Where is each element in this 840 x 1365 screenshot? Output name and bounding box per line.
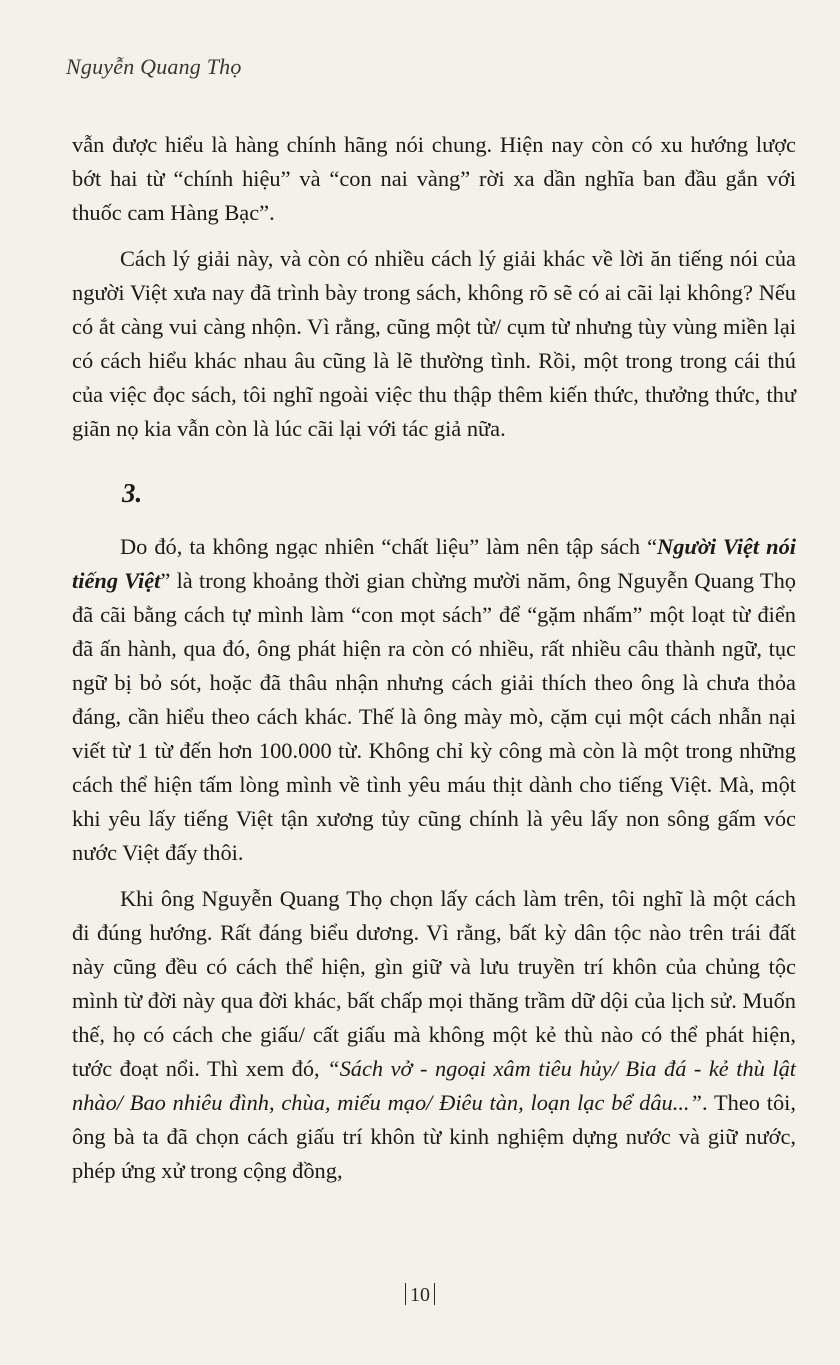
paragraph	[72, 882, 796, 1188]
body-text	[72, 128, 796, 1188]
paragraph-continued: vẫn được hiểu là hàng chính hãng nói chung. Hiện nay còn có xu hướng lược bớt hai từ “chính hiệu” và “con nai vàng” rời xa dần nghĩa ban đầu gắn với thuốc cam Hàng Bạc”.	[72, 132, 796, 225]
paragraph-text: ” là trong khoảng thời gian chừng mười năm, ông Nguyễn Quang Thọ đã cãi bằng cách tự mình làm “con mọt sách” để “gặm nhấm” một loạt từ điển đã ấn hành, qua đó, ông phát hiện ra còn có nhiều, rất nhiều câu thành ngữ, tục ngữ bị bỏ sót, hoặc đã thâu nhận nhưng cách giải thích theo ông là chưa thỏa đáng, cần hiểu theo cách khác. Thế là ông mày mò, cặm cụi một cách nhẫn nại viết từ 1 từ đến hơn 100.000 từ. Không chỉ kỳ công mà còn là một trong những cách thể hiện tấm lòng mình về tình yêu máu thịt dành cho tiếng Việt. Mà, một khi yêu lấy tiếng Việt tận xương tủy cũng chính là yêu lấy non sông gấm vóc nước Việt đấy thôi.	[72, 568, 796, 865]
page-number-text: 10	[410, 1284, 430, 1306]
paragraph-text: Do đó, ta không ngạc nhiên “chất liệu” làm nên tập sách “	[120, 534, 658, 559]
folio-bar-left	[405, 1283, 406, 1305]
folio-bar-right	[434, 1283, 435, 1305]
running-head: Nguyễn Quang Thọ	[66, 54, 242, 79]
paragraph-text: Khi ông Nguyễn Quang Thọ chọn lấy cách làm trên, tôi nghĩ là một cách đi đúng hướng. Rất đáng biểu dương. Vì rằng, bất kỳ dân tộc nào trên trái đất này cũng đều có cách thể hiện, gìn giữ và lưu truyền trí khôn của chủng tộc mình từ đời này qua đời khác, bất chấp mọi thăng trầm dữ dội của lịch sử. Muốn thế, họ có cách che giấu/ cất giấu mà không một kẻ thù nào có thể phát hiện, tước đoạt nổi. Thì xem đó,	[72, 886, 796, 1081]
book-title: Người Việt nói tiếng Việt	[72, 534, 796, 593]
page-number	[0, 1283, 840, 1307]
section-number: 3.	[122, 478, 143, 508]
paragraph-text: . Theo tôi, ông bà ta đã chọn cách giấu trí khôn từ kinh nghiệm dựng nước và giữ nước, phép ứng xử trong cộng đồng,	[72, 1090, 796, 1183]
paragraph: Cách lý giải này, và còn có nhiều cách lý giải khác về lời ăn tiếng nói của người Việt xưa nay đã trình bày trong sách, không rõ sẽ có ai cãi lại không? Nếu có ắt càng vui càng nhộn. Vì rằng, cũng một từ/ cụm từ nhưng tùy vùng miền lại có cách hiểu khác nhau âu cũng là lẽ thường tình. Rồi, một trong trong cái thú của việc đọc sách, tôi nghĩ ngoài việc thu thập thêm kiến thức, thưởng thức, thư giãn nọ kia vẫn còn là lúc cãi lại với tác giả nữa.	[72, 246, 796, 441]
verse-quote: “Sách vở - ngoại xâm tiêu hủy/ Bia đá - kẻ thù lật nhào/ Bao nhiêu đình, chùa, miếu mạo/ Điêu tàn, loạn lạc bể dâu...”	[72, 1056, 796, 1115]
paragraph	[72, 530, 796, 870]
